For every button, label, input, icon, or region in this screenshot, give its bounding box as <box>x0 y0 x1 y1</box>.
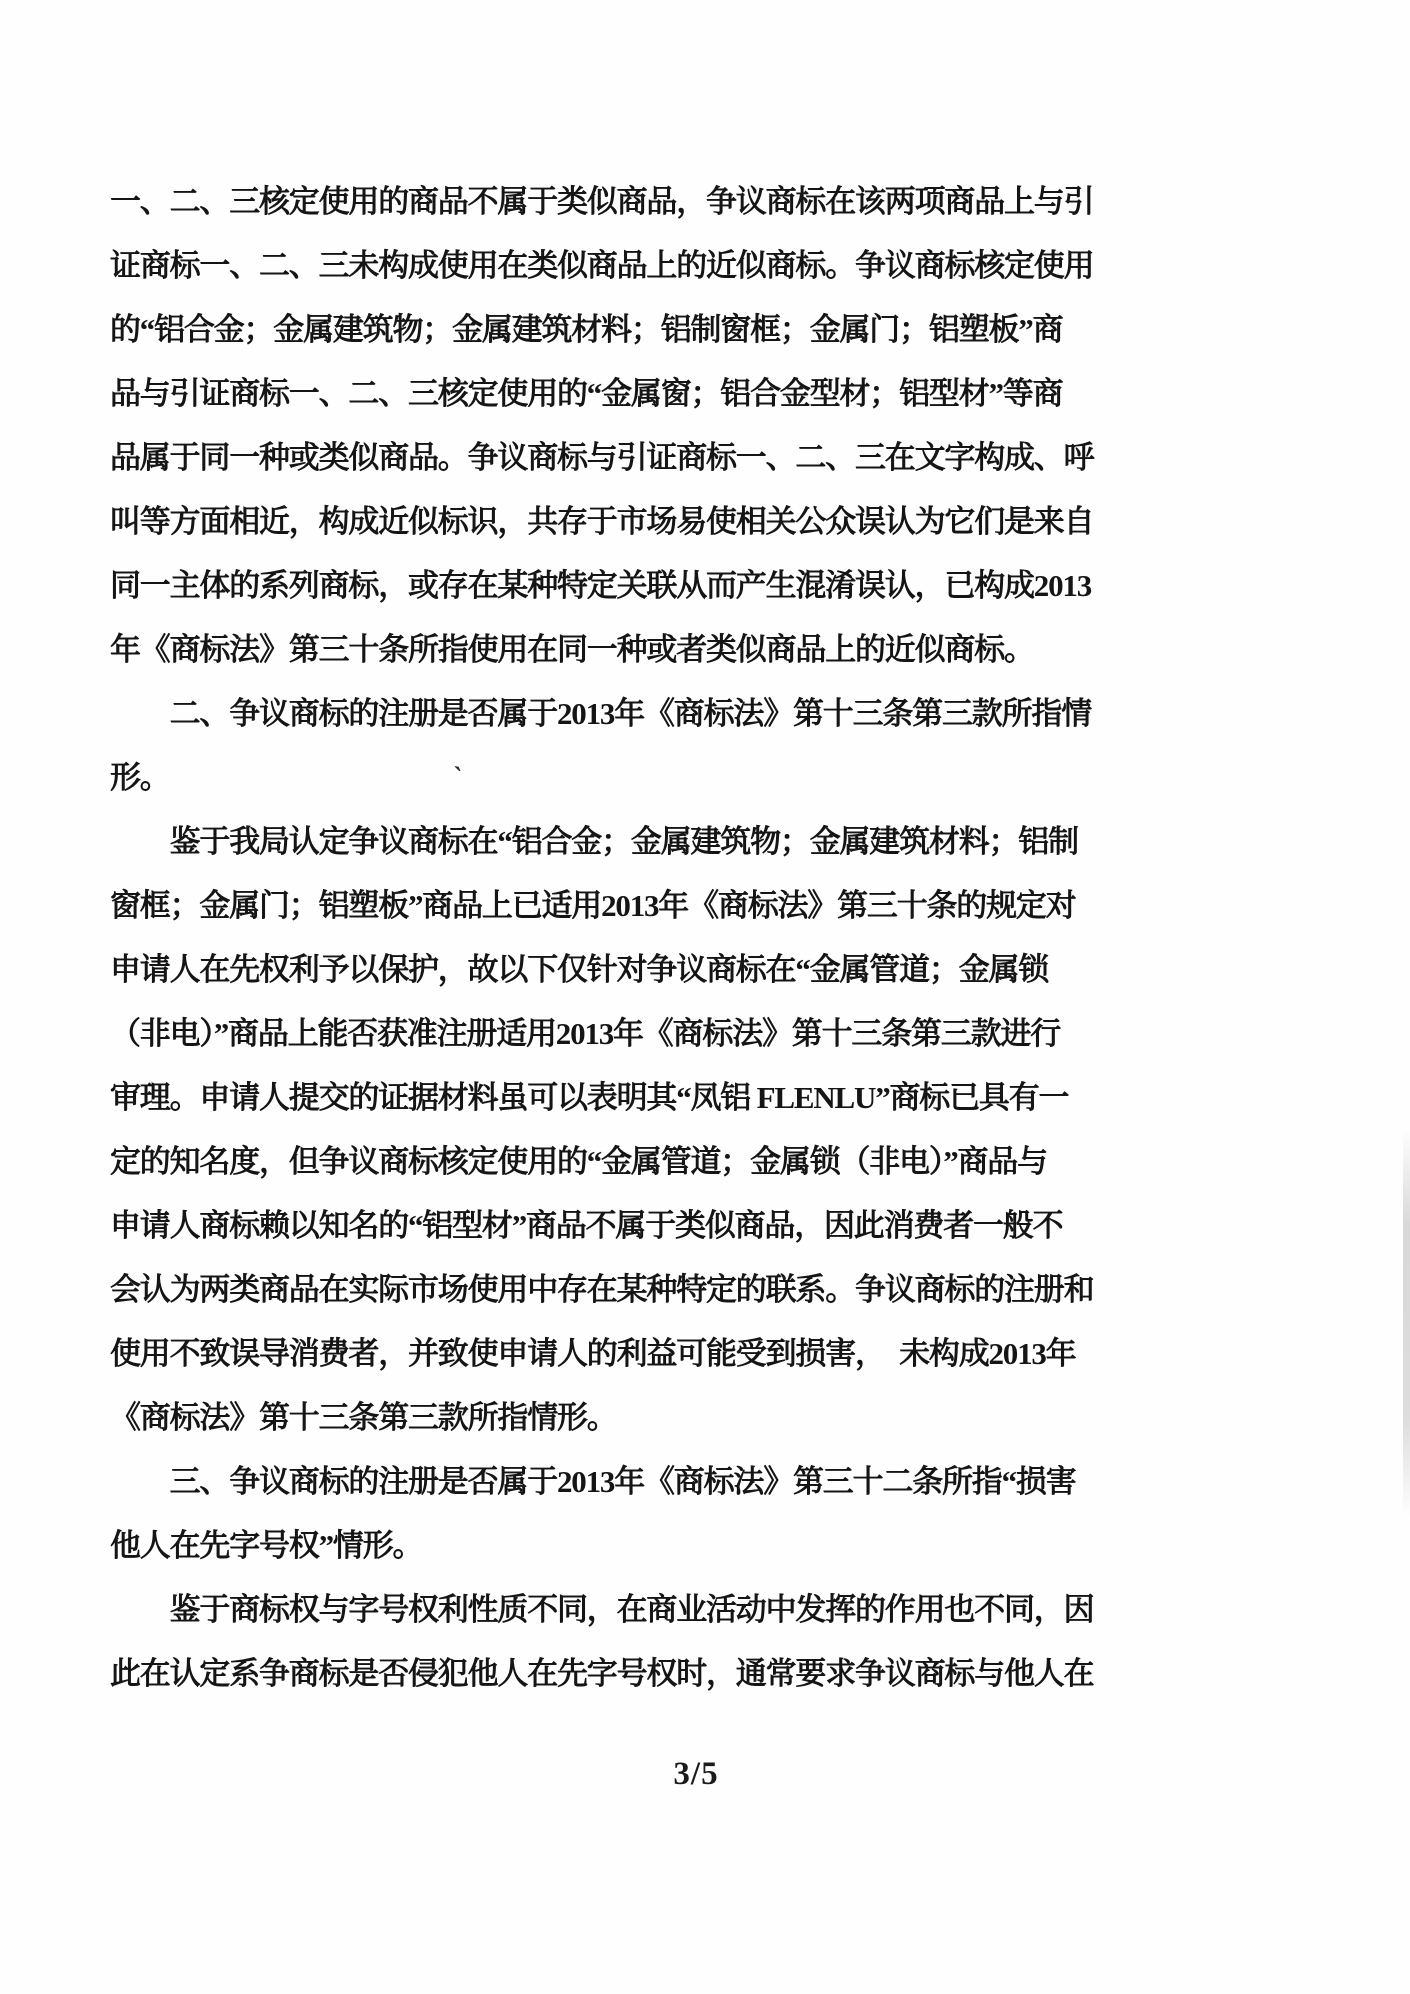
text-line: 申请人在先权利予以保护，故以下仅针对争议商标在“金属管道；金属锁 <box>110 952 1049 987</box>
text-line: 证商标一、二、三未构成使用在类似商品上的近似商标。争议商标核定使用 <box>110 248 1094 283</box>
text-line-section-heading: 三、争议商标的注册是否属于2013年《商标法》第三十二条所指“损害 <box>110 1464 1076 1499</box>
text-line: 的“铝合金；金属建筑物；金属建筑材料；铝制窗框；金属门；铝塑板”商 <box>110 312 1063 347</box>
text-line: 此在认定系争商标是否侵犯他人在先字号权时，通常要求争议商标与他人在 <box>110 1656 1094 1691</box>
text-line: 审理。申请人提交的证据材料虽可以表明其“凤铝 FLENLU”商标已具有一 <box>110 1080 1069 1115</box>
text-line: 年《商标法》第三十条所指使用在同一种或者类似商品上的近似商标。 <box>110 632 1034 667</box>
document-body-text <box>110 170 1190 1706</box>
scan-edge-shadow-artifact <box>1403 1128 1410 1518</box>
text-line-section-heading: 二、争议商标的注册是否属于2013年《商标法》第十三条第三款所指情 <box>110 696 1091 731</box>
text-line: 鉴于我局认定争议商标在“铝合金；金属建筑物；金属建筑材料；铝制 <box>110 824 1078 859</box>
page-number: 3/5 <box>673 1756 719 1792</box>
text-line: （非电）”商品上能否获准注册适用2013年《商标法》第十三条第三款进行 <box>110 1016 1060 1051</box>
text-line: 《商标法》第十三条第三款所指情形。 <box>110 1400 617 1435</box>
text-line: 他人在先字号权”情形。 <box>110 1528 423 1563</box>
text-line: 叫等方面相近，构成近似标识，共存于市场易使相关公众误认为它们是来自 <box>110 504 1094 539</box>
text-line: 品属于同一种或类似商品。争议商标与引证商标一、二、三在文字构成、呼 <box>110 440 1094 475</box>
text-line: 鉴于商标权与字号权利性质不同，在商业活动中发挥的作用也不同，因 <box>110 1592 1094 1627</box>
text-line: 会认为两类商品在实际市场使用中存在某种特定的联系。争议商标的注册和 <box>110 1272 1094 1307</box>
text-line: 使用不致误导消费者，并致使申请人的利益可能受到损害， 未构成2013年 <box>110 1336 1076 1371</box>
text-line: 形。 <box>110 760 170 795</box>
text-line: 窗框；金属门；铝塑板”商品上已适用2013年《商标法》第三十条的规定对 <box>110 888 1076 923</box>
text-line: 同一主体的系列商标，或存在某种特定关联从而产生混淆误认，已构成2013 <box>110 568 1091 603</box>
text-line: 一、二、三核定使用的商品不属于类似商品，争议商标在该两项商品上与引 <box>110 184 1094 219</box>
scan-stray-mark-artifact: ˋ <box>449 761 464 794</box>
text-line: 品与引证商标一、二、三核定使用的“金属窗；铝合金型材；铝型材”等商 <box>110 376 1063 411</box>
text-line: 定的知名度，但争议商标核定使用的“金属管道；金属锁（非电）”商品与 <box>110 1144 1047 1179</box>
text-line: 申请人商标赖以知名的“铝型材”商品不属于类似商品，因此消费者一般不 <box>110 1208 1063 1243</box>
